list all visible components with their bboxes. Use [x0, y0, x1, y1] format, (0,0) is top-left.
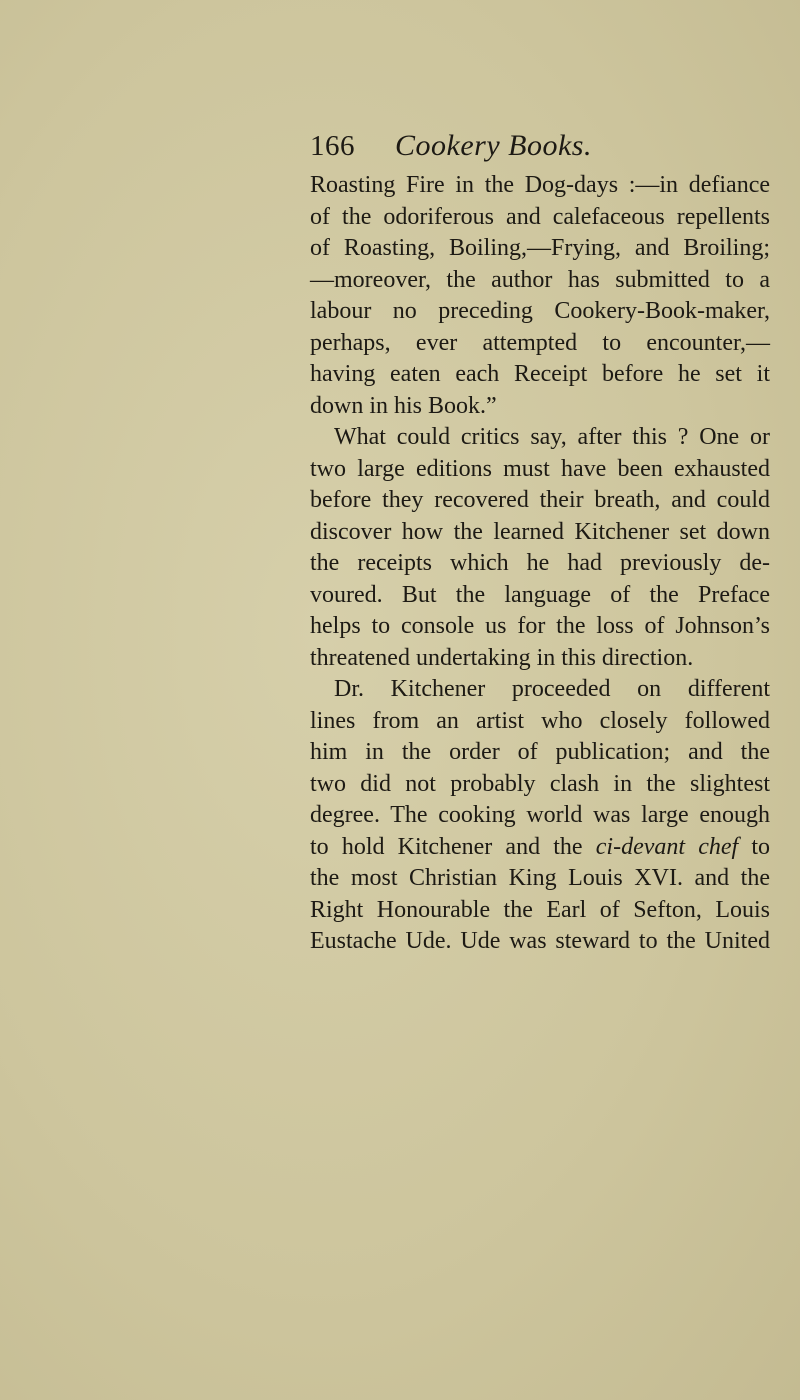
- text-line: him in the order of publication; and the: [310, 739, 770, 765]
- text-line: degree. The cooking world was large enough: [310, 802, 770, 828]
- page-header: [310, 126, 750, 166]
- text-line: Roasting Fire in the Dog-days :—in defiance: [310, 172, 770, 198]
- text-line: Right Honourable the Earl of Sefton, Louis: [310, 896, 770, 923]
- italic-phrase: ci-devant chef: [595, 833, 739, 860]
- page-number: 166: [310, 130, 355, 162]
- text-line: Eustache Ude. Ude was steward to the United: [310, 928, 770, 954]
- text-line: discover how the learned Kitchener set down: [310, 518, 770, 545]
- text-line: [310, 832, 770, 864]
- text-line: of the odoriferous and calefaceous repellents: [310, 203, 770, 230]
- text-line: helps to console us for the loss of Johnson’s: [310, 613, 770, 639]
- text-line: down in his Book.”: [310, 392, 497, 419]
- text-line: threatened undertaking in this direction.: [310, 644, 694, 671]
- text-line: labour no preceding Cookery-Book-maker,: [310, 298, 770, 324]
- text-line: two did not probably clash in the slightest: [310, 770, 770, 797]
- text-line: Dr. Kitchener proceeded on different: [334, 676, 770, 702]
- text-line: two large editions must have been exhausted: [310, 455, 770, 482]
- text-line: voured. But the language of the Preface: [310, 581, 770, 608]
- text-line: What could critics say, after this ? One or: [334, 424, 770, 450]
- text-line: having eaten each Receipt before he set it: [310, 361, 770, 387]
- text-line: of Roasting, Boiling,—Frying, and Broiling;: [310, 235, 770, 261]
- text-line: the receipts which he had previously de-: [310, 550, 770, 576]
- text-line: perhaps, ever attempted to encounter,—: [310, 329, 770, 356]
- text-line: —moreover, the author has submitted to a: [310, 266, 770, 293]
- text-line: before they recovered their breath, and could: [310, 487, 770, 513]
- text-segment: to hold Kitchener and the: [310, 833, 583, 860]
- running-title: Cookery Books.: [395, 129, 592, 162]
- text-line: lines from an artist who closely followed: [310, 707, 770, 734]
- text-segment: to: [751, 833, 771, 860]
- text-line: the most Christian King Louis XVI. and the: [310, 865, 770, 891]
- body-text: [310, 170, 770, 958]
